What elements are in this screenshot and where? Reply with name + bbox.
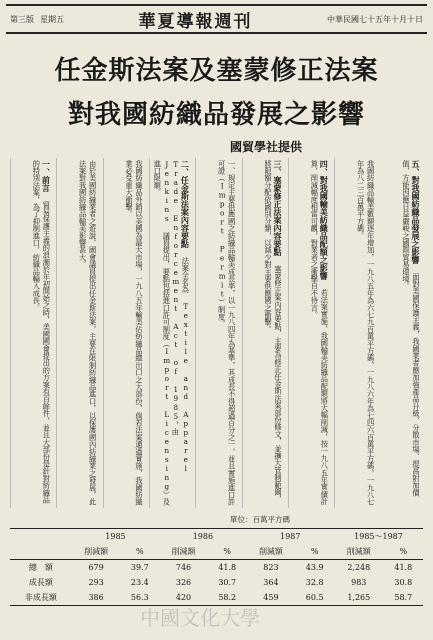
table-cell: 420 — [159, 590, 208, 606]
article-column — [103, 158, 146, 508]
table-cell: 60.5 — [295, 590, 334, 606]
table-cell: 58.2 — [208, 590, 247, 606]
section-heading: 一、前言 — [41, 160, 52, 192]
table-cell: 823 — [263, 563, 279, 572]
column-text: 貿易保護主義的浪潮於年初開始之時，美國國會提出的方案有百餘件，並且大部份是針對紡織品的特別法案，為了抑制進口，紡織品輸入成長。 — [32, 160, 52, 504]
table-cell: 23.4 — [130, 578, 149, 587]
column-text: 一、規定主要供應國之紡織品輸美成長率，以一九八四年為基準，其成長不得超過百分之一，並且實施進口許可證（Import Permit）制度。 — [217, 160, 237, 506]
column-text: 若法案實施，我國輸美紡織品配額將大幅削減，按一九八五年實績計算，削減幅度相當可觀，對業者之衝擊自不待言。 — [310, 160, 330, 505]
table-cell: 1,265 — [334, 590, 384, 606]
article-column — [195, 158, 238, 508]
year-header: 1985 — [72, 529, 159, 545]
table-cell: 32.8 — [305, 578, 324, 587]
masthead — [6, 4, 427, 34]
year-header: 1987 — [247, 529, 334, 545]
article-column — [381, 158, 423, 508]
section-heading: 四、對我國輸美紡織品配額之影響 — [319, 160, 330, 280]
table-cell: 679 — [88, 563, 104, 572]
sub-header: 削減額 — [334, 544, 384, 560]
column-text: 塞蒙修正案內容要點，主要為修正任金斯法案部份條文，並擴大管制範圍，將限額分配依國別分類，以減少對主要供應國之衝擊。 — [263, 160, 283, 503]
sub-header: % — [384, 544, 423, 560]
sub-header: 削減額 — [159, 544, 208, 560]
masthead-left — [6, 14, 68, 25]
column-text: 我國紡織品外銷以美國為最大市場，一九八五年輸美佔紡織品總出口之大部份，倘若法案通過實施，我國紡織業必受重大衝擊。 — [124, 160, 144, 506]
table-row — [10, 575, 423, 590]
table-cell: 30.7 — [218, 578, 237, 587]
headline-line-2: 對我國紡織品發展之影響 — [67, 100, 365, 130]
table-row — [10, 560, 423, 576]
table-cell: 293 — [88, 578, 104, 587]
column-text: 我國紡織品輸美數額逐年增加，一九八五年為六七九百萬平方碼，一九八六年為七四六百萬平方碼，一九八七年為八二三百萬平方碼。 — [356, 160, 376, 506]
table-cell: 2,248 — [347, 563, 371, 572]
article-column — [149, 158, 192, 508]
table-cell: 746 — [175, 563, 192, 572]
sub-header: 削減額 — [72, 544, 121, 560]
table-corner — [10, 529, 72, 545]
sub-header: % — [120, 544, 159, 560]
table-cell: 58.7 — [384, 590, 423, 606]
row-label: 成長額 — [28, 578, 53, 587]
archive-watermark: 中國文化大學 — [140, 606, 260, 630]
section-heading: 二、任金斯法案內容要點 — [180, 160, 191, 248]
column-text: 面對美國保護主義，我國業者應加強產品升級、分散市場、提高附加價值，方能因應日益嚴峻之國際貿易環境。 — [401, 160, 421, 497]
article-column — [242, 158, 285, 508]
statistics-table — [10, 528, 423, 606]
table-cell: 983 — [351, 578, 367, 587]
row-label: 總 額 — [28, 563, 53, 572]
table-cell: 41.8 — [218, 563, 237, 572]
year-header: 1985～1987 — [334, 529, 423, 545]
row-label: 非成長額 — [10, 590, 72, 606]
column-text: 法案全名為 Textile and Apparel Trade Enforcement Act of 1985，由 Jenkins 議員提出，要點包括進口許可制度（Import Licensing）及進口限額。 — [153, 160, 191, 506]
article-column — [334, 158, 377, 508]
year-header: 1986 — [159, 529, 246, 545]
table-cell: 459 — [247, 590, 296, 606]
page-number: 第三版 — [10, 14, 34, 24]
sub-header: % — [295, 544, 334, 560]
newspaper-title: 華夏導報週刊 — [138, 11, 253, 32]
unit-note: 單位：百萬平方碼 — [230, 515, 290, 524]
table-cell: 43.9 — [305, 563, 324, 572]
table-cell: 30.8 — [394, 578, 413, 587]
weekday: 星期五 — [40, 14, 64, 24]
column-text: 由於美國紡織業者之遊說，國會議員提出任金斯法案，主要在限制紡織品進口，以保護國內紡織業之發展，此法案對我國紡織品輸美影響甚大。 — [78, 160, 98, 506]
table-cell: 386 — [72, 590, 121, 606]
table-cell: 56.3 — [120, 590, 159, 606]
section-heading: 三、塞蒙修正法案內容要點 — [272, 160, 283, 256]
table-corner — [10, 544, 72, 560]
article-column — [10, 158, 53, 508]
section-heading: 五、對我國紡織品發展之影響 — [410, 160, 421, 264]
sub-header: % — [208, 544, 247, 560]
issue-date: 中華民國七十五年十月十日 — [327, 14, 423, 24]
table-cell: 364 — [263, 578, 279, 587]
article-column — [288, 158, 331, 508]
byline: 國貿學社提供 — [230, 140, 303, 154]
table-cell: 326 — [175, 578, 192, 587]
table-cell: 41.8 — [394, 563, 413, 572]
article-body — [10, 158, 423, 508]
sub-header: 削減額 — [247, 544, 296, 560]
table-cell: 39.7 — [130, 563, 149, 572]
headline-line-1: 任金斯法案及塞蒙修正法案 — [54, 56, 379, 86]
article-column — [56, 158, 99, 508]
